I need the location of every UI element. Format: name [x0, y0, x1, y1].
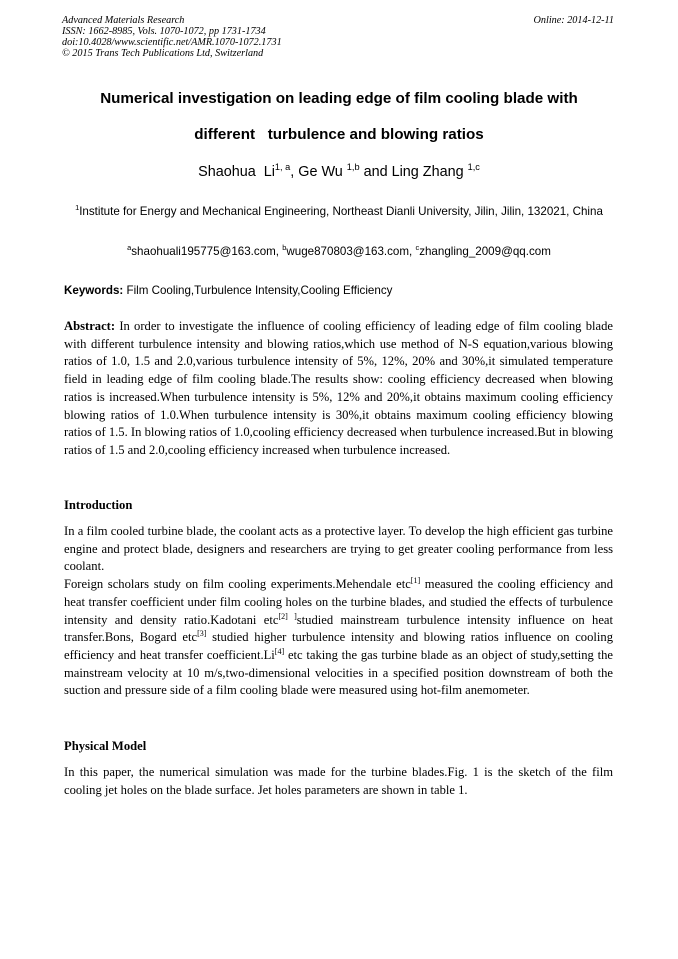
email-b: wuge870803@163.com,	[286, 245, 416, 258]
citation-4: [4]	[274, 646, 285, 656]
citation-2: [2] ]	[278, 611, 297, 621]
abstract-label: Abstract:	[64, 319, 116, 333]
introduction-paragraph-1: In a film cooled turbine blade, the coolant acts as a protective layer. To develop the high efficient gas turbine engine and protect blade, designers and researchers are trying to get greater cooling performance from less coolant.	[64, 524, 613, 574]
author-list	[0, 164, 678, 180]
author-2-affiliation-mark: 1,b	[346, 162, 360, 173]
intro-text-segment: studied mainstream turbulence intensity influence on heat transfer.Bons, Bogard etc	[64, 612, 614, 645]
keywords-label: Keywords:	[64, 284, 124, 297]
introduction-paragraph-2	[64, 576, 613, 700]
abstract	[64, 318, 613, 460]
introduction-body	[64, 523, 613, 700]
email-a-mark: a	[127, 243, 132, 253]
citation-1: [1]	[410, 575, 421, 585]
keywords-text: Film Cooling,Turbulence Intensity,Cooling Efficiency	[123, 284, 393, 297]
intro-text-segment: studied higher turbulence intensity and blowing ratios influence on cooling efficiency and heat transfer coefficient.Li	[64, 630, 613, 662]
keywords	[64, 284, 392, 297]
intro-text-segment: measured the cooling efficiency and heat transfer coefficient under film cooling holes on the turbine blades, and studied the effects of turbulence intensity and density ratio.Kadotani etc	[64, 577, 613, 627]
email-c: zhangling_2009@qq.com	[419, 245, 551, 258]
affiliation-text: Institute for Energy and Mechanical Engineering, Northeast Dianli University, Jilin, Jilin, 132021, China	[79, 205, 603, 218]
citation-3: [3]	[197, 629, 207, 639]
author-3-name: and Ling Zhang	[359, 164, 468, 180]
intro-text-segment: etc taking the gas turbine blade as an object of study,setting the mainstream velocity at 10 m/s,two-dimensional velocities in a specified position downstream of both the suction and pressure side of a film cooling blade were measured using hot-film anemometer.	[64, 647, 613, 698]
author-1-name: Shaohua Li	[198, 164, 275, 180]
journal-name: Advanced Materials Research	[62, 15, 185, 26]
paper-title-line-2: different turbulence and blowing ratios	[194, 126, 484, 143]
online-date: Online: 2014-12-11	[533, 15, 614, 26]
email-c-mark: c	[415, 243, 420, 253]
physical-model-paragraph: In this paper, the numerical simulation was made for the turbine blades.Fig. 1 is the sketch of the film cooling jet holes on the blade surface. Jet holes parameters are shown in table 1.	[64, 765, 613, 797]
email-b-mark: b	[282, 243, 287, 253]
intro-text-segment: Foreign scholars study on film cooling experiments.Mehendale etc	[64, 577, 411, 592]
affiliation-mark: 1	[75, 203, 80, 213]
abstract-text: In order to investigate the influence of cooling efficiency of leading edge of film cooling blade with different turbulence intensity and blowing ratios,which use method of N-S equation,various blowing ratios of 1.0, 1.5 and 2.0,various turbulence intensity of 5%, 12%, 20% and 30%,it simulated temperature field in leading edge of film cooling blade.The results show: cooling efficiency decreased when blowing ratios is increased.When turbulence intensity is 5%, 12% and 20%,it obtains maximum cooling efficiency blowing ratios of 1.0.When turbulence intensity is 30%,it obtains maximum cooling efficiency blowing ratios of 1.5. In blowing ratios of 1.0,cooling efficiency decreased when turbulence increased.But in blowing ratios of 1.5 and 2.0,cooling efficiency increased when turbulence increased.	[64, 319, 613, 457]
section-heading-physical-model: Physical Model	[64, 739, 147, 753]
doi-line: doi:10.4028/www.scientific.net/AMR.1070-1072.1731	[62, 37, 282, 48]
email-a: shaohuali195775@163.com,	[131, 245, 283, 258]
author-1-affiliation-mark: 1, a	[274, 162, 291, 173]
author-3-affiliation-mark: 1,c	[467, 162, 480, 173]
section-heading-introduction: Introduction	[64, 498, 133, 512]
author-2-name: , Ge Wu	[290, 164, 347, 180]
copyright-line: © 2015 Trans Tech Publications Ltd, Switzerland	[62, 48, 264, 59]
issn-line: ISSN: 1662-8985, Vols. 1070-1072, pp 1731-1734	[62, 26, 266, 37]
paper-title-line-1: Numerical investigation on leading edge of film cooling blade with	[100, 90, 578, 107]
journal-header	[62, 15, 614, 59]
affiliation	[60, 203, 618, 221]
author-emails	[0, 245, 678, 258]
